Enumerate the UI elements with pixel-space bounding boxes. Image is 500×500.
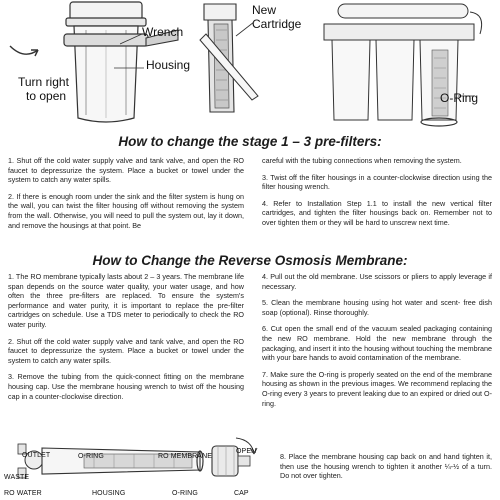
turn-right-label: Turn right: [18, 75, 69, 89]
turn-arrow-icon: [4, 40, 44, 70]
section1-right-column: [262, 156, 492, 235]
wrench-label: Wrench: [142, 25, 184, 39]
section1-step-3: 3. Twist off the filter housings in a counter-clockwise direction using the filter housing wrench.: [262, 172, 492, 192]
ro-system-image: [318, 0, 488, 130]
section2-step-7: 7. Make sure the O-ring is properly seated on the end of the membrane housing as shown in the previous images. We recommend replacing the O-ring every 3 years to prevent leaking due to an expired or dried out O-ring.: [262, 369, 492, 408]
o-ring-label-2: O-RING: [172, 490, 198, 497]
section1-step-2-continued: careful with the tubing connections when removing the system.: [262, 156, 462, 165]
section2-step-3: 3. Remove the tubing from the quick-connect fitting on the membrane housing cap. Use the membrane housing wrench to twist off the housing cap in a counter-clockwise direction.: [8, 372, 244, 401]
housing-leader-line: [114, 63, 154, 73]
cap-label: CAP: [234, 490, 249, 497]
to-open-label: to open: [26, 89, 67, 103]
section2-step-5: 5. Clean the membrane housing using hot water and scent- free dish soap (optional). Rinse thoroughly.: [262, 298, 492, 317]
o-ring-label: O-Ring: [440, 91, 479, 105]
section1-left-column: [8, 156, 244, 237]
ro-water-label: RO WATER: [4, 490, 42, 497]
housing-label: Housing: [146, 58, 191, 72]
section-title-membrane: How to Change the Reverse Osmosis Membrane:: [92, 253, 408, 268]
wrench-leader-line: [120, 30, 160, 50]
section1-step-1: 1. Shut off the cold water supply valve and tank valve, and open the RO faucet to depressurize the system. Place a bucket or towel under the system to catch any water spills.: [8, 156, 244, 185]
section2-step-1: 1. The RO membrane typically lasts about 2 – 3 years. The membrane life span depends on the source water quality, your water usage, and how often the three pre-filters are replaced. To ensure the system's performance and water purity, it is important to replace the pre-filter cartridges on schedule. Use a TDS meter to periodically to check the RO water purity.: [8, 272, 244, 329]
open-label: OPEN: [236, 448, 257, 455]
outlet-label: OUTLET: [22, 452, 51, 459]
membrane-housing-image: [4, 430, 274, 490]
section2-step-6: 6. Cut open the small end of the vacuum sealed packaging containing the new RO membrane. Hold the new membrane through the packaging, and insert it into the housing without touching the membrane with your bare hands to avoid contamination of the membrane.: [262, 324, 492, 363]
housing-label-2: HOUSING: [92, 490, 126, 497]
new-label: New: [252, 3, 277, 17]
section2-step-4: 4. Pull out the old membrane. Use scissors or pliers to apply leverage if necessary.: [262, 272, 492, 291]
o-ring-label-1: O-RING: [78, 453, 104, 460]
section2-step-2: 2. Shut off the cold water supply valve and tank valve, and open the RO faucet to depressurize the system. Place a bucket or towel under the system to catch any water spills.: [8, 336, 244, 365]
cartridge-leader-line: [232, 20, 262, 40]
section2-right-column: [262, 272, 492, 415]
cartridge-label: Cartridge: [252, 17, 302, 31]
ro-membrane-label: RO MEMBRANE: [158, 453, 212, 460]
section2-left-column: [8, 272, 244, 408]
section1-step-4: 4. Refer to Installation Step 1.1 to install the new vertical filter cartridges, and tighten the filter housings back on. Remember not to over tighten them or they will be hard to unscrew next time.: [262, 198, 492, 227]
section-title-prefilters: How to change the stage 1 – 3 pre-filters:: [118, 134, 382, 149]
waste-label: WASTE: [4, 474, 30, 481]
section2-step-8-text: 8. Place the membrane housing cap back on and hand tighten it, then use the housing wrench to tighten it another ¼-½ of a turn. Do not over tighten.: [280, 452, 492, 481]
section2-step-8: [280, 452, 492, 488]
section1-step-2: 2. If there is enough room under the sink and the filter system is hung on the wall, you can twist the filter housing off without removing the system from the wall. Otherwise, you will need to pull the system out, lay it down, and remove the housings at that point. Be: [8, 191, 244, 230]
